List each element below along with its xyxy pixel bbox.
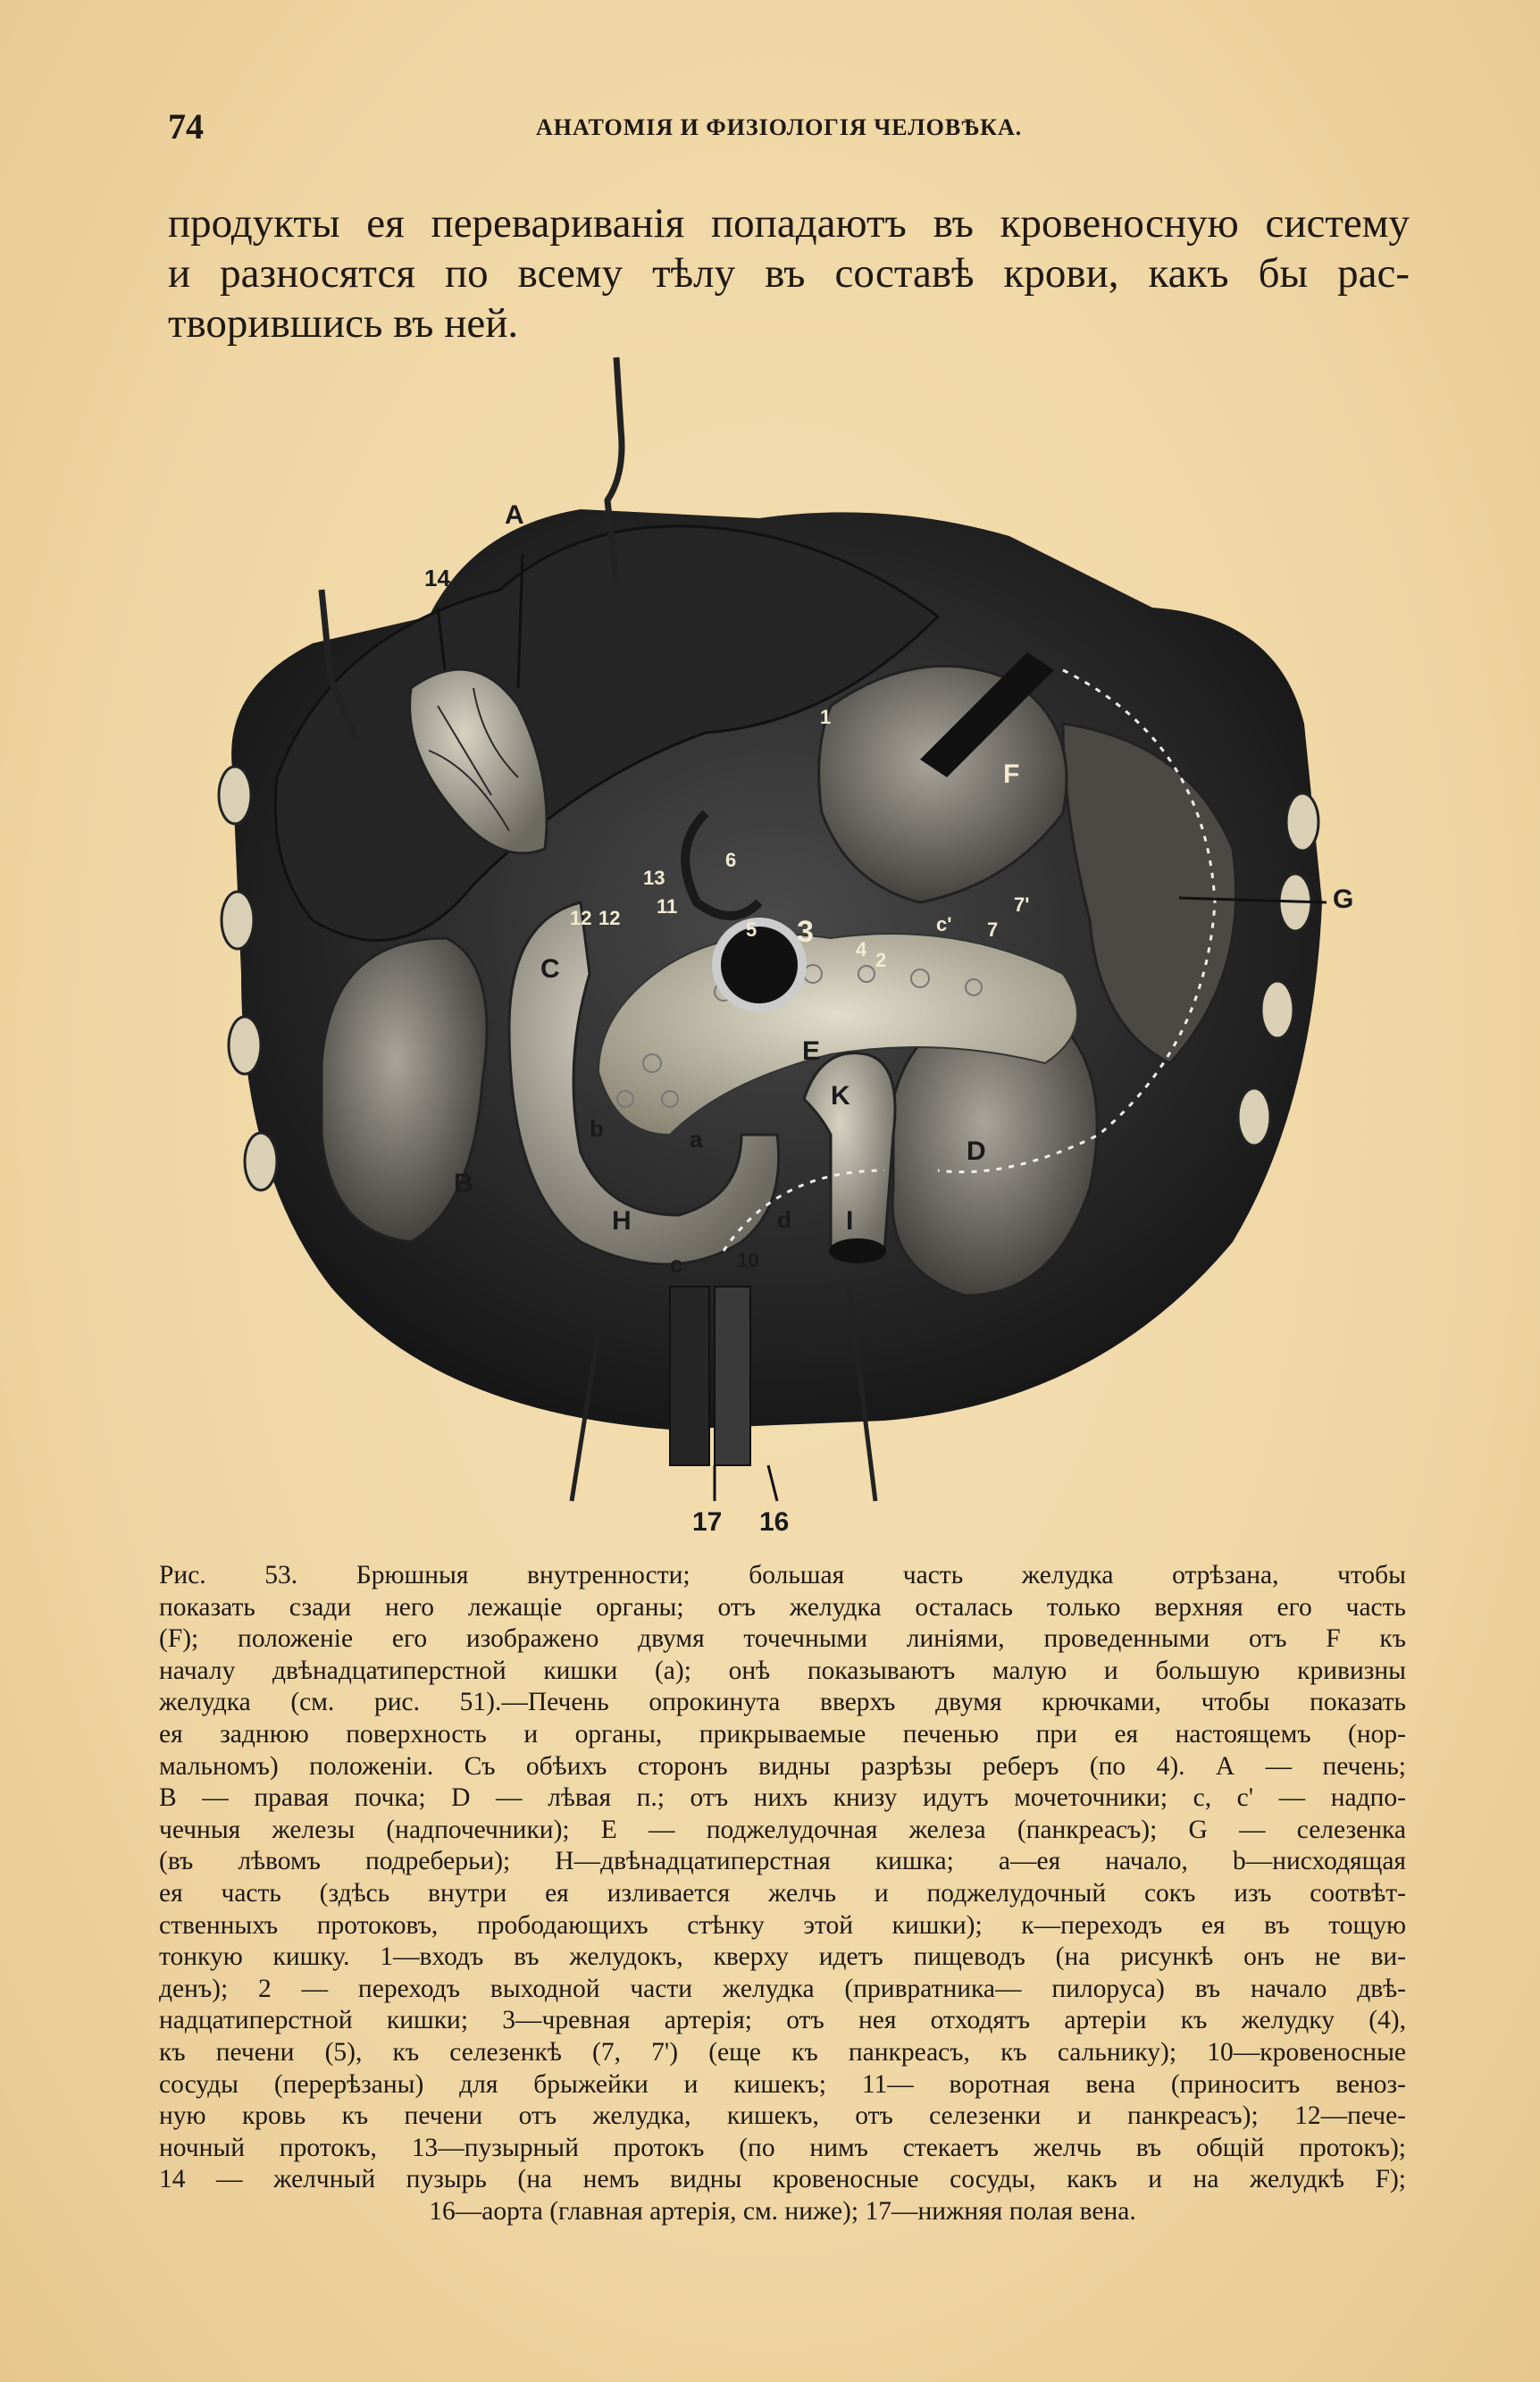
label-c: c — [670, 1251, 683, 1278]
label-I: I — [846, 1206, 854, 1236]
caption-line: Рис. 53. Брюшныя внутренности; большая часть желудка отрѣзана, чтобы — [159, 1561, 1406, 1589]
label-b: b — [590, 1115, 604, 1142]
caption-line: мальномъ) положеніи. Съ обѣихъ сторонъ видны разрѣзы реберъ (по 4). А — печень; — [159, 1751, 1406, 1781]
label-a: a — [690, 1126, 703, 1153]
body-line: продукты ея перевариванія попадаютъ въ кровеносную систему — [168, 200, 1410, 247]
caption-line: тонкую кишку. 1—входъ въ желудокъ, кверху идетъ пищеводъ (на рисункѣ онъ не ви- — [159, 1942, 1406, 1972]
caption-line: ственныхъ протоковъ, прободающихъ стѣнку этой кишки); к—переходъ ея въ тощую — [159, 1910, 1406, 1940]
label-E: E — [802, 1036, 821, 1066]
caption-line: 14 — желчный пузырь (на немъ видны кровеносные сосуды, какъ и на желудкѣ F); — [159, 2165, 1406, 2194]
label-B: B — [454, 1169, 473, 1198]
label-D: D — [967, 1136, 986, 1166]
label-10: 10 — [737, 1249, 759, 1271]
caption-line: ночный протокъ, 13—пузырный протокъ (по нимъ стекаетъ желчь въ общій протокъ); — [159, 2133, 1406, 2162]
caption-line: показать сзади него лежащіе органы; отъ желудка осталась только верхняя его часть — [159, 1592, 1406, 1622]
label-2: 2 — [875, 949, 887, 971]
caption-line: началу двѣнадцатиперстной кишки (а); онѣ показываютъ малую и большую кривизны — [159, 1656, 1406, 1685]
label-17: 17 — [692, 1507, 723, 1537]
caption-line: денъ); 2 — переходъ выходной части желудка (привратника— пилоруса) въ начало двѣ- — [159, 1974, 1406, 2003]
label-16: 16 — [759, 1507, 790, 1537]
caption-line: (въ лѣвомъ подреберьи); Н—двѣнадцатиперстная кишка; а—ея начало, b—нисходящая — [159, 1847, 1406, 1876]
label-d: d — [777, 1206, 791, 1233]
body-line: творившись въ ней. — [168, 300, 519, 347]
jejunum-opening — [829, 1238, 886, 1263]
caption-line: къ печени (5), къ селезенкѣ (7, 7') (еще къ панкреасъ, къ сальнику); 10—кровеносные — [159, 2037, 1406, 2067]
label-c-prime: c' — [936, 913, 952, 935]
label-C: C — [540, 954, 560, 984]
anatomical-figure — [205, 348, 1358, 1546]
label-12a: 12 — [570, 907, 592, 929]
caption-line: ную кровь къ печени отъ желудка, кишекъ, отъ селезенки и панкреасъ); 12—пече- — [159, 2101, 1406, 2131]
label-A: A — [505, 500, 524, 530]
figure-caption — [159, 1560, 1406, 2227]
label-14: 14 — [424, 565, 450, 591]
page-number: 74 — [168, 106, 204, 147]
caption-line: ея заднюю поверхность и органы, прикрываемые печенью при ея настоящемъ (нор- — [159, 1719, 1406, 1749]
label-1: 1 — [820, 706, 832, 728]
pylorus-ring — [716, 922, 802, 1008]
caption-line: 16—аорта (главная артерія, см. ниже); 17—нижняя полая вена. — [429, 2196, 1136, 2226]
label-4: 4 — [856, 938, 867, 960]
body-paragraph — [168, 198, 1410, 348]
running-title: АНАТОМІЯ И ФИЗІОЛОГІЯ ЧЕЛОВѢКА. — [536, 114, 1023, 140]
label-3: 3 — [797, 915, 814, 949]
caption-line: желудка (см. рис. 51).—Печень опрокинута вверхъ двумя крючками, чтобы показать — [159, 1688, 1406, 1717]
label-F: F — [1003, 759, 1020, 789]
caption-line: чечныя железы (надпочечники); Е — поджелудочная железа (панкреасъ); G — селезенка — [159, 1815, 1406, 1844]
caption-line: В — правая почка; D — лѣвая п.; отъ нихъ книзу идутъ мочеточники; с, с' — надпо- — [159, 1783, 1406, 1813]
label-7-prime: 7' — [1014, 893, 1030, 916]
caption-line: надцатиперстной кишки; 3—чревная артерія; отъ нея отходятъ артеріи къ желудку (4), — [159, 2006, 1406, 2035]
label-13: 13 — [643, 867, 665, 889]
label-12b: 12 — [598, 907, 621, 929]
aorta — [715, 1287, 750, 1465]
inferior-vena-cava — [670, 1287, 709, 1465]
abdominal-organs-illustration — [205, 348, 1358, 1546]
caption-line: сосуды (перерѣзаны) для брыжейки и кишекъ; 11— воротная вена (приноситъ веноз- — [159, 2069, 1406, 2099]
caption-line: (F); положеніе его изображено двумя точечными линіями, проведенными отъ F къ — [159, 1624, 1406, 1654]
label-6: 6 — [725, 849, 737, 871]
body-line: и разносятся по всему тѣлу въ составѣ крови, какъ бы рас- — [168, 250, 1410, 297]
label-K: K — [831, 1081, 850, 1111]
label-5: 5 — [746, 918, 757, 941]
label-7: 7 — [987, 918, 999, 941]
label-H: H — [612, 1206, 632, 1236]
label-G: G — [1333, 885, 1354, 914]
leader-16 — [768, 1465, 777, 1501]
label-11: 11 — [657, 895, 678, 918]
caption-line: ея часть (здѣсь внутри ея изливается желчь и поджелудочный сокъ изъ соотвѣт- — [159, 1878, 1406, 1908]
